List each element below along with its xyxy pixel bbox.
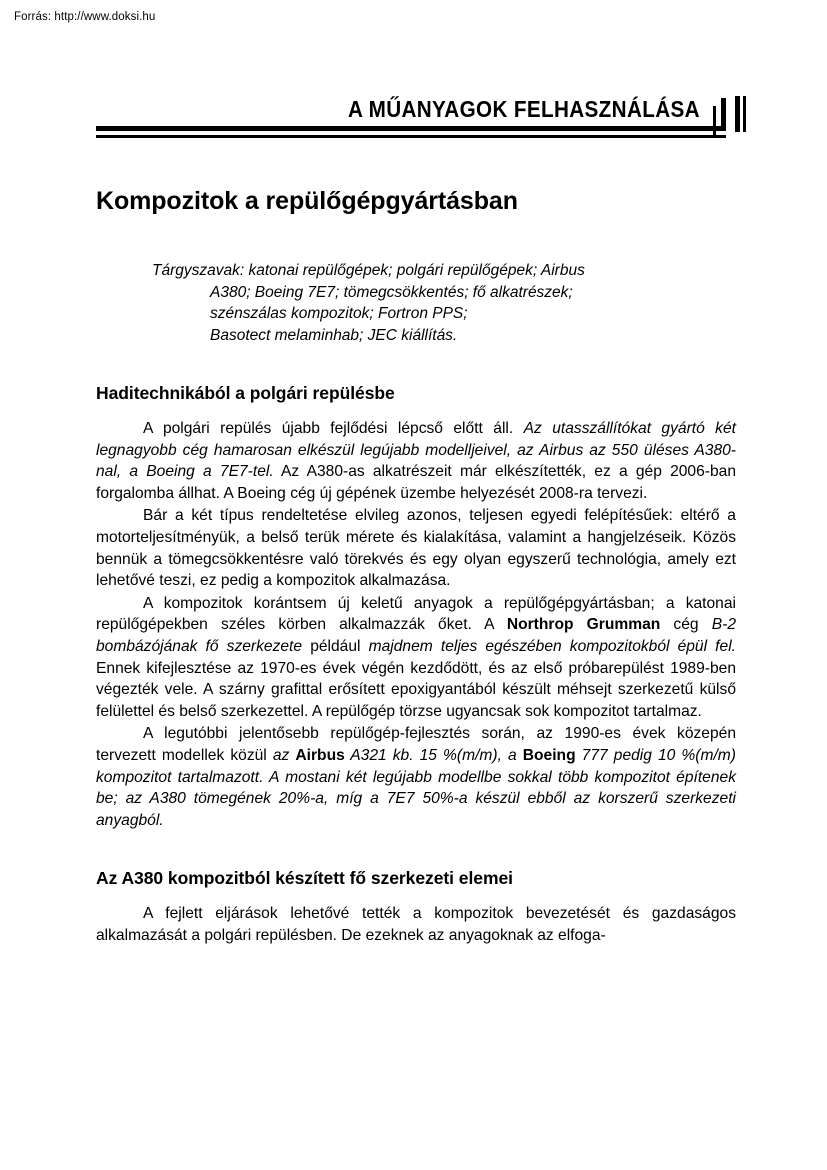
article-body [96,186,736,946]
page-title: Kompozitok a repülőgépgyártásban [96,187,518,215]
keywords-line: szénszálas kompozitok; Fortron PPS; [210,305,468,322]
section-heading: Haditechnikából a polgári repülésbe [96,383,395,403]
running-head-banner [96,96,744,144]
keywords-line: Basotect melaminhab; JEC kiállítás. [210,326,458,344]
banner-rule-thick [96,126,726,131]
paragraph: Bár a két típus rendeltetése elvileg azonos, teljesen egyedi felépítésűek: eltérő a motorteljesítményük, a belső terük mérete és kialakítása, valamint a hangjelzéseik. Közös bennük a tömegcsökkentésre való törekvés és egy olyan egyszerű technológia, amely ezt lehetővé teszi, ez pedig a kompozitok alkalmazása. [96,507,736,590]
banner-rule-thin [96,135,726,138]
paragraph: A polgári repülés újabb fejlődési lépcső előtt áll. Az utasszállítókat gyártó két legnagyobb cég hamarosan elkészül legújabb modelljeivel, az Airbus az 550 üléses A380-nal, a Boeing a 7E7-tel. Az A380-as alkatrészeit már elkészítették, ez a gép 2006-ban forgalomba állhat. A Boeing cég új gépének üzembe helyezését 2008-ra tervezi. [96,420,736,502]
banner-vertical-bar-outer [735,96,740,132]
section-heading: Az A380 kompozitból készített fő szerkezeti elemei [96,868,513,889]
paragraph: A kompozitok korántsem új keletű anyagok a repülőgépgyártásban; a katonai repülőgépekben széles körben alkalmazzák őket. A Northrop Grumman cég B-2 bombázójának fő szerkezete például majdnem teljes egészében kompozitokból épül fel. Ennek kifejlesztése az 1970-es évek végén kezdődött, és az első próbarepülést 1989-ben végezték vele. A szárny grafittal erősített epoxigyantából készült méhsejt szerkezetű külső felülettel és belső szerkezettel. A repülőgép törzse ugyancsak sok kompozitot tartalmaz. [96,594,736,720]
paragraph: A legutóbbi jelentősebb repülőgép-fejlesztés során, az 1990-es évek közepén tervezett modellek közül az Airbus A321 kb. 15 %(m/m), a Boeing 777 pedig 10 %(m/m) kompozitot tartalmazott. A mostani két legújabb modellbe sokkal több kompozitot építenek be; az A380 tömegének 20%-a, míg a 7E7 50%-a készül ebből az korszerű szerkezeti anyagból. [96,725,736,829]
banner-vertical-bar-inner [743,96,746,132]
paragraph: A fejlett eljárások lehetővé tették a kompozitok bevezetését és gazdaságos alkalmazását a polgári repülésben. De ezeknek az anyagoknak az elfoga- [96,905,736,944]
keywords-line: A380; Boeing 7E7; tömegcsökkentés; fő alkatrészek; [210,283,573,301]
keywords-line: Tárgyszavak: katonai repülőgépek; polgári repülőgépek; Airbus [152,262,585,279]
source-url-line: Forrás: http://www.doksi.hu [14,11,156,23]
banner-rule-riser-outer [721,98,726,131]
keywords-block [96,260,736,346]
banner-rule-riser-inner [713,106,716,135]
running-head-title: A MŰANYAGOK FELHASZNÁLÁSA [348,96,700,122]
